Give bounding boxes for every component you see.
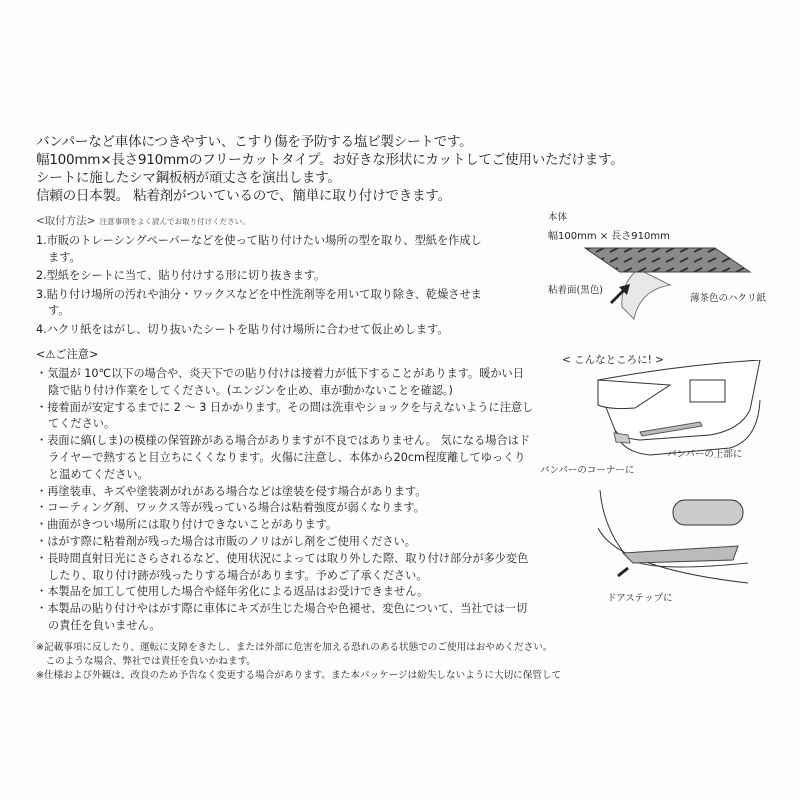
footer-line: ※記載事項に反したり、運転に支障をきたし、または外部に危害を加える恐れのある状態でのご使用はおやめください。	[36, 641, 553, 653]
liner-label: 薄茶色のハクリ紙	[690, 293, 767, 304]
bumper-illustration	[580, 360, 780, 460]
install-heading	[36, 213, 534, 228]
intro-line: シートに施したシマ鋼板柄が頑丈さを演出します。	[36, 170, 341, 186]
intro-text	[36, 133, 624, 205]
caution-item: ・接着面が安定するまでに 2 ～ 3 日かかります。その間は洗車やショックを与えないように注意してください。	[36, 400, 534, 431]
caution-item: ・コーティング剤、ワックス等が残っている場合は粘着強度が弱くなります。	[36, 501, 425, 515]
caution-item: ・長時間直射日光にさらされるなど、使用状況によっては取り外した際、取り付け部分が多少変色したり、取り付け跡が残ったりする場合があります。予めご了承ください。	[36, 551, 529, 582]
footer-line: このような場合、弊社では責任を負いかねます。	[36, 655, 256, 667]
caution-item: ・曲面がきつい場所には取り付けできないことがあります。	[36, 518, 338, 532]
install-step: 4.ハクリ紙をはがし、切り抜いたシートを貼り付け場所に合わせて仮止めします。	[36, 322, 449, 336]
install-step: 3.貼り付け場所の汚れや油分・ワックスなどを中性洗剤等を用いて取り除き、乾燥させます。	[36, 287, 482, 317]
intro-line: 信頼の日本製。 粘着剤がついているので、簡単に取り付けできます。	[36, 188, 451, 204]
caution-item: ・本製品の貼り付けやはがす際に車体にキズが生じた場合や色褪せ、変色について、当社では一切の責任を負いません。	[36, 602, 528, 632]
size-label: 幅100mm × 長さ910mm	[548, 231, 670, 242]
arrow-icon	[608, 282, 632, 304]
door-step-label: ドアステップに	[607, 593, 673, 604]
footer-line: ※仕様および外観は、改良のため予告なく変更する場合があります。また本パッケージは紛失しないように大切に保管して	[36, 669, 562, 681]
caution-heading: <⚠ご注意>	[36, 348, 99, 361]
caution-item: ・本製品を加工して使用した場合や経年劣化による返品はお受けできません。	[36, 585, 429, 599]
bumper-corner-label: バンパーのコーナーに	[540, 465, 635, 476]
where-title: < こんなところに! >	[562, 354, 664, 366]
install-step: 1.市販のトレーシングペーパーなどを使って貼り付けたい場所の型を取り、型紙を作成します。	[36, 234, 482, 264]
caution-item: ・はがす際に粘着剤が残った場合は市販のノリはがし剤をご使用ください。	[36, 534, 416, 548]
intro-line: 幅100mm×長さ910mmのフリーカットタイプ。お好きな形状にカットしてご使用いただけます。	[36, 152, 624, 168]
intro-line: バンパーなど車体につきやすい、こすり傷を予防する塩ビ製シートです。	[36, 134, 473, 150]
body-label: 本体	[548, 212, 568, 223]
sheet-illustration	[580, 245, 760, 320]
bumper-top-label: バンパーの上部に	[667, 449, 743, 460]
caution-section	[36, 346, 534, 635]
install-note: 注意事項をよく読んでお取り付けください。	[99, 217, 250, 226]
caution-item: ・気温が 10℃以下の場合や、炎天下での貼り付けは接着力が低下することがあります。暖かい日陰で貼り付け作業をしてください。(エンジンを止め、車が動かないことを確認。)	[36, 367, 524, 397]
door-step-illustration	[598, 488, 748, 588]
install-section	[36, 213, 534, 338]
install-step: 2.型紙をシートに当て、貼り付けする形に切り抜きます。	[36, 269, 326, 282]
caution-item: ・再塗装車、キズや塗装剥がれがある場合などは塗装を侵す場合があります。	[36, 484, 427, 498]
adhesive-label: 粘着面(黒色)	[548, 285, 603, 296]
install-title: <取付方法>	[36, 215, 96, 227]
caution-item: ・表面に縞(しま)の模様の保管跡がある場合がありますが不良ではありません。 気になる場合はドライヤーで熱すると目立ちにくくなります。火傷に注意し、本体から20cm程度離してゆっくりと温めてください。	[36, 434, 531, 481]
footer-notes	[36, 641, 562, 683]
